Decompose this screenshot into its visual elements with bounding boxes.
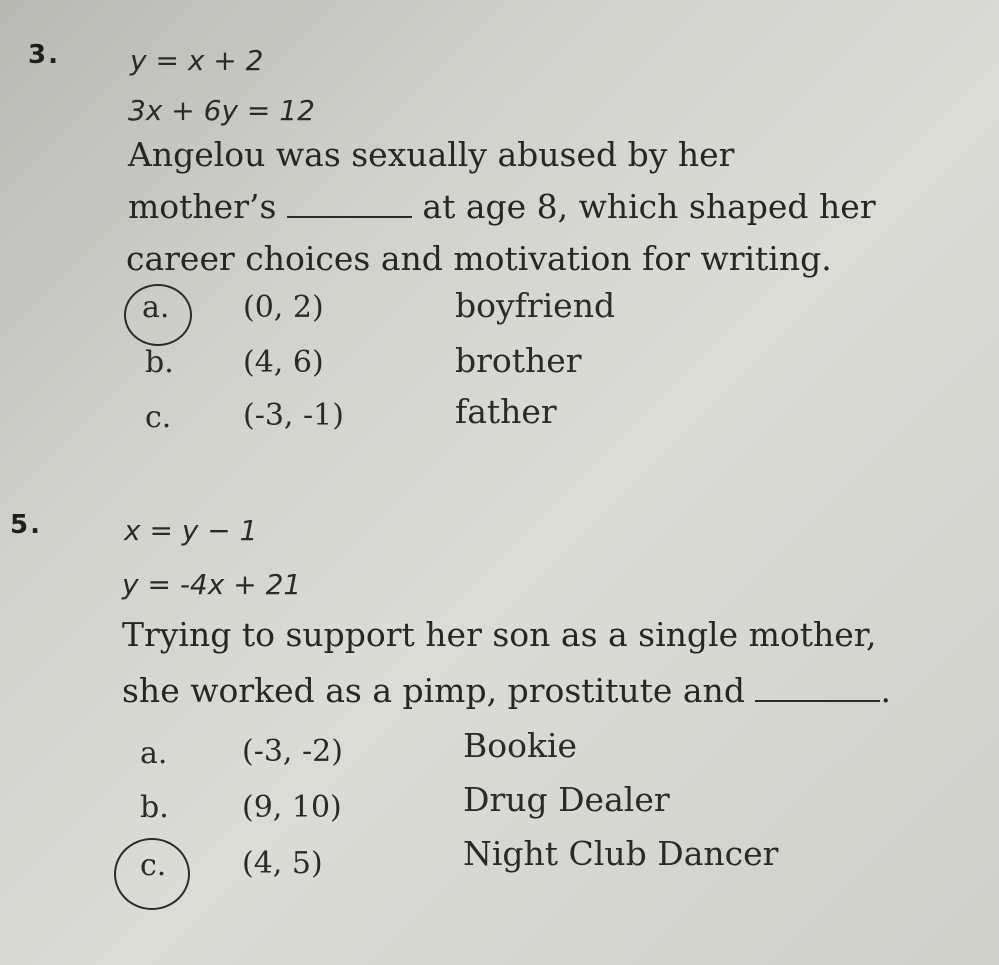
answer-blank: [755, 674, 880, 702]
option-answer: Bookie: [463, 726, 578, 765]
option-answer: boyfriend: [455, 286, 616, 325]
equation: y = x + 2: [130, 44, 264, 77]
option-point: (4, 5): [242, 846, 323, 881]
option-answer: brother: [455, 341, 582, 380]
option-point: (-3, -1): [243, 398, 344, 433]
question-prompt-line: Trying to support her son as a single mother,: [122, 615, 877, 654]
prompt-text: mother’s: [128, 187, 277, 226]
option-letter: a.: [142, 290, 170, 325]
question-number: 3.: [28, 40, 60, 70]
option-letter: c.: [145, 400, 172, 435]
option-point: (4, 6): [243, 345, 324, 380]
option-point: (9, 10): [242, 790, 342, 825]
prompt-text: at age 8, which shaped her: [422, 187, 876, 226]
equation: x = y − 1: [124, 514, 258, 547]
question-prompt-line: career choices and motivation for writing.: [126, 239, 832, 278]
question-prompt-line: [128, 180, 958, 234]
question-number: 5.: [10, 510, 42, 540]
prompt-text: she worked as a pimp, prostitute and: [122, 671, 745, 710]
option-point: (0, 2): [243, 290, 324, 325]
option-point: (-3, -2): [242, 734, 343, 769]
equation: y = -4x + 21: [122, 568, 302, 601]
equation: 3x + 6y = 12: [128, 94, 315, 127]
option-letter: b.: [145, 345, 174, 380]
option-letter: b.: [140, 790, 169, 825]
prompt-text: .: [880, 671, 891, 710]
option-letter: c.: [140, 848, 167, 883]
question-prompt-line: [122, 664, 982, 718]
answer-blank: [287, 190, 412, 218]
question-prompt-line: Angelou was sexually abused by her: [128, 135, 735, 174]
option-answer: Drug Dealer: [463, 780, 670, 819]
option-letter: a.: [140, 736, 168, 771]
option-answer: Night Club Dancer: [463, 834, 779, 873]
option-answer: father: [455, 392, 557, 431]
